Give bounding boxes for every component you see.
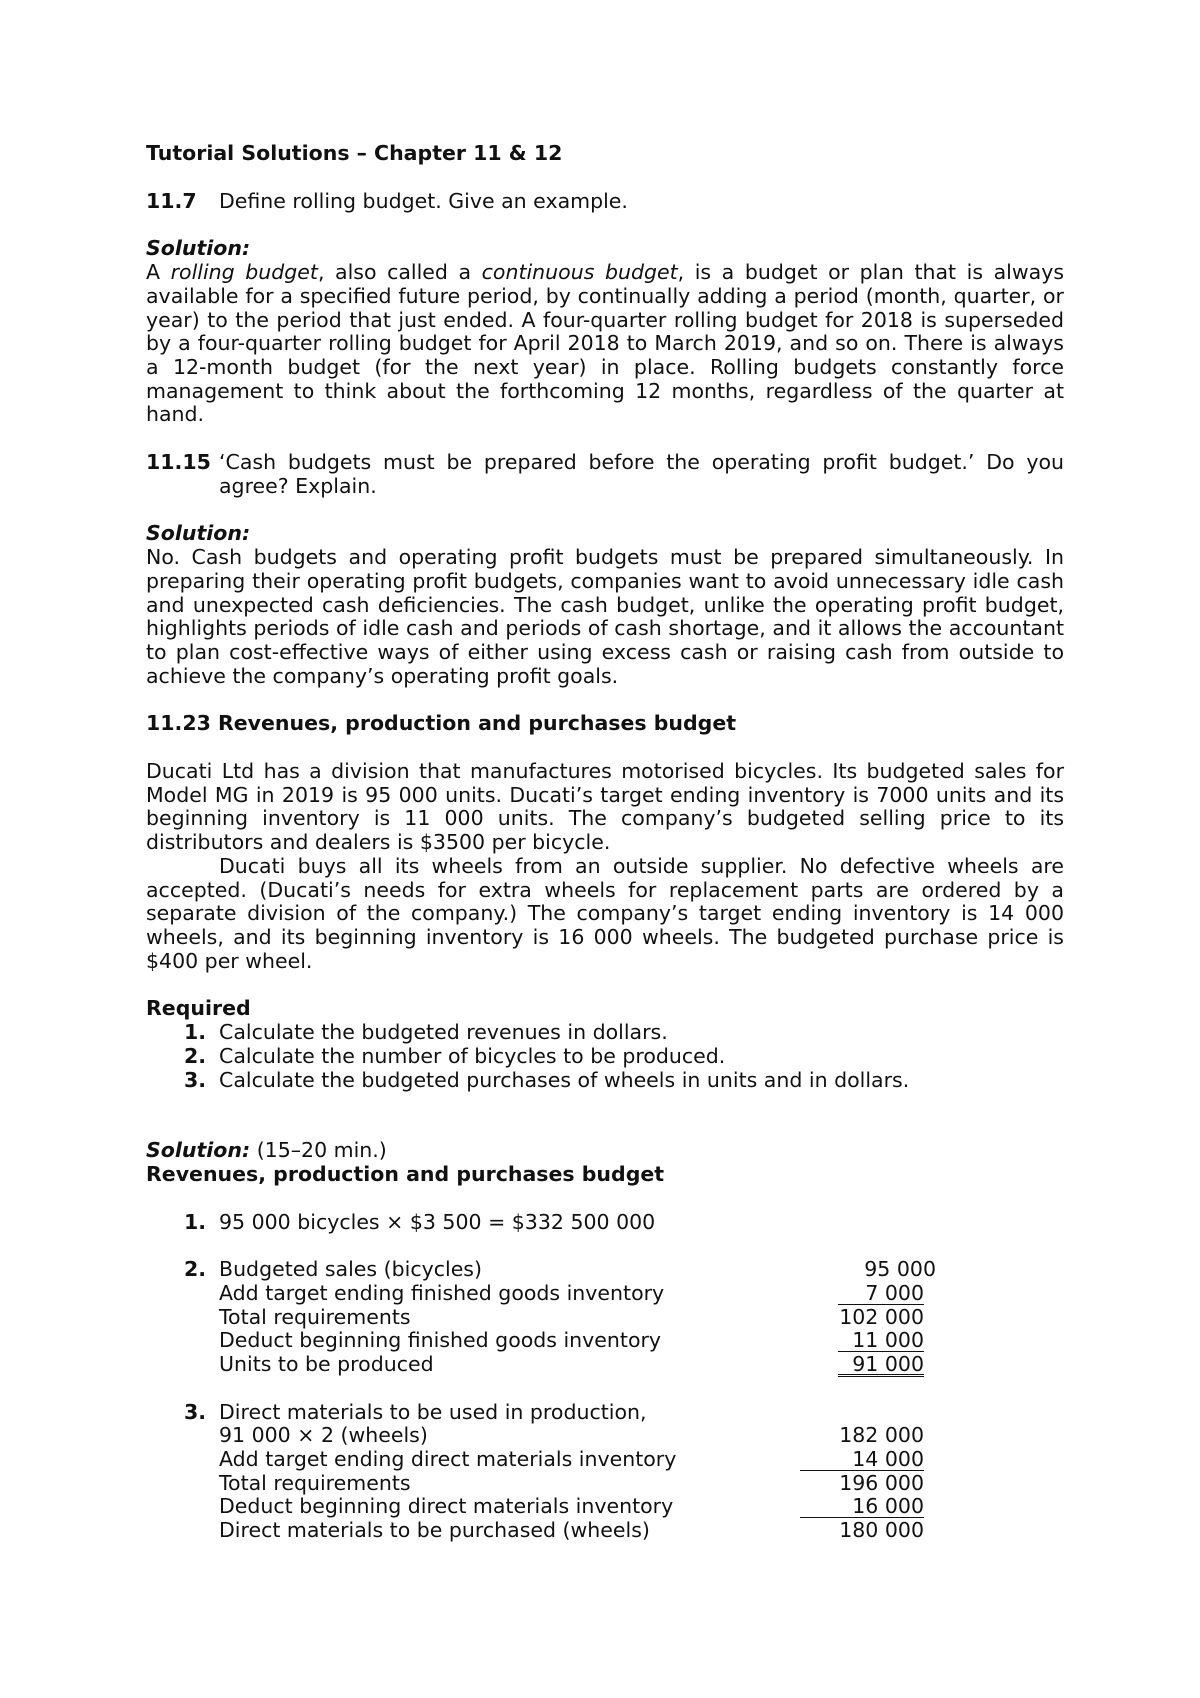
row-label: Total requirements [219,1470,411,1495]
question-11-7 [146,190,1064,214]
document-title: Tutorial Solutions – Chapter 11 & 12 [146,141,563,165]
table-row [146,1424,1064,1448]
question-11-15 [146,451,1064,498]
table-row [146,1401,1064,1425]
list-number: 3. [184,1399,207,1424]
row-label: Total requirements [219,1304,411,1329]
solution-part: A [146,260,171,285]
row-label: Direct materials to be purchased (wheels) [219,1518,650,1543]
row-value-wrap [838,1329,924,1353]
row-value-wrap [800,1448,924,1472]
row-label: Deduct beginning finished goods inventory [219,1328,662,1353]
list-number: 2. [184,1043,207,1068]
solution-heading: Revenues, production and purchases budget [146,1161,665,1186]
solution-header [146,1139,1064,1163]
calc-text: 95 000 bicycles × $3 500 = $332 500 000 [219,1209,656,1234]
row-value: 16 000 [800,1496,924,1518]
row-value: 7 000 [838,1283,924,1305]
question-paragraph-1: Ducati Ltd has a division that manufactures motorised bicycles. Its budgeted sales for Model MG in 2019 is 95 000 units. Ducati’s target ending inventory is 7000 units and its beginning inventory is 11 000 units. The company’s budgeted selling price to its distributors and dealers is $3500 per bicycle. [146,759,1064,855]
question-number: 11.7 [146,188,197,213]
row-value: 196 000 [839,1470,924,1495]
list-number: 1. [184,1020,207,1045]
question-text: ‘Cash budgets must be prepared before the operating profit budget.’ Do you agree? Explain. [219,450,1064,498]
row-value: 180 000 [839,1518,924,1543]
row-value: 14 000 [800,1449,924,1471]
row-value: 102 000 [839,1304,924,1329]
document-content [146,142,1064,1543]
table-row [146,1495,1064,1519]
list-item [146,1045,1064,1069]
table-row [146,1282,1064,1306]
row-value-wrap [800,1495,924,1519]
solution-text [146,261,1064,427]
solution-time: (15–20 min.) [250,1138,387,1163]
table-row [146,1329,1064,1353]
solution-1 [146,1211,1064,1235]
table-row [146,1519,1064,1543]
row-label: Add target ending direct materials inventory [219,1447,677,1472]
row-label: Direct materials to be used in production, [219,1399,647,1424]
question-heading: 11.23 Revenues, production and purchases budget [146,711,737,736]
list-number: 3. [184,1067,207,1092]
solution-text: No. Cash budgets and operating profit budgets must be prepared simultaneously. In preparing their operating profit budgets, companies want to avoid unnecessary idle cash and unexpected cash deficiencies. The cash budget, unlike the operating profit budget, highlights periods of idle cash and periods of cash shortage, and it allows the accountant to plan cost-effective ways of either using excess cash or raising cash from outside to achieve the company’s operating profit goals. [146,545,1064,688]
row-label: Units to be produced [219,1352,434,1377]
list-text: Calculate the budgeted revenues in dollars. [219,1020,668,1045]
list-number: 1. [184,1209,207,1234]
list-number: 2. [184,1257,207,1282]
question-paragraph-2: Ducati buys all its wheels from an outside supplier. No defective wheels are accepted. (Ducati’s needs for extra wheels for replacement parts are ordered by a separate division of the company.) The company’s target ending inventory is 14 000 wheels, and its beginning inventory is 16 000 wheels. The budgeted purchase price is $400 per wheel. [146,853,1064,973]
row-value-wrap [838,1353,924,1377]
list-text: Calculate the number of bicycles to be produced. [219,1043,726,1068]
table-row [146,1258,1064,1282]
required-list [146,1021,1064,1092]
row-label: Budgeted sales (bicycles) [219,1257,482,1282]
table-row [146,1306,1064,1330]
row-value: 95 000 [864,1257,936,1282]
list-item [146,1021,1064,1045]
solution-label: Solution: [146,521,251,546]
solution-part: , is a budget or plan that is always available for a specified future period, by continually adding a period (month, quarter, or year) to the period that just ended. A four-quarter rolling budget for 2018 is superseded by a four-quarter rolling budget for April 2018 to March 2019, and so on. There is always a 12-month budget (for the next year) in place. Rolling budgets constantly force management to think about the forthcoming 12 months, regardless of the quarter at hand. [146,260,1065,427]
row-value: 11 000 [838,1330,924,1352]
table-row [146,1353,1064,1377]
solution-label: Solution: [146,1138,251,1163]
solution-part: , also called a [317,260,482,285]
term-rolling-budget: rolling budget [170,260,318,285]
table-row [146,1448,1064,1472]
question-number: 11.15 [146,450,211,475]
row-label: Deduct beginning direct materials inventory [219,1494,674,1519]
row-value: 182 000 [839,1423,924,1448]
row-value-wrap [838,1282,924,1306]
solution-label: Solution: [146,236,251,261]
row-label: 91 000 × 2 (wheels) [219,1423,428,1448]
list-text: Calculate the budgeted purchases of wheels in units and in dollars. [219,1067,910,1092]
term-continuous-budget: continuous budget [481,260,678,285]
list-item [146,1069,1064,1093]
row-value: 91 000 [838,1355,924,1377]
required-label: Required [146,996,251,1021]
table-row [146,1472,1064,1496]
question-text: Define rolling budget. Give an example. [219,188,628,213]
row-label: Add target ending finished goods inventory [219,1280,665,1305]
